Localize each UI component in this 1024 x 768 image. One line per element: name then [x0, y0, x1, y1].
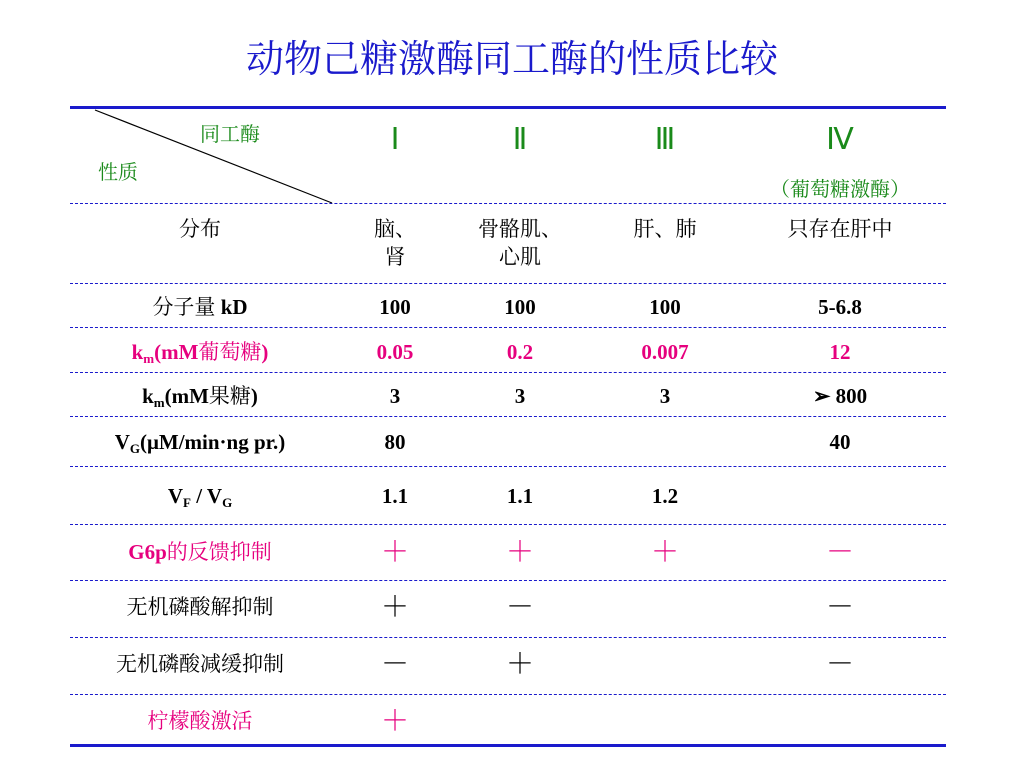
isozyme-header-ii: Ⅱ: [512, 123, 528, 156]
cell-pi-inhibit-i: ＋: [380, 590, 409, 623]
cell-pi-relief-i: －: [380, 647, 409, 680]
row-label-molecular-weight: 分子量 kD: [152, 295, 248, 319]
cell-km-fructose-ii: 3: [514, 384, 526, 408]
cell-mw-iii: 100: [649, 295, 681, 319]
cell-vfvg-ii: 1.1: [506, 484, 534, 508]
cell-km-fructose-iii: 3: [659, 384, 671, 408]
row-label-citrate-activation: 柠檬酸激活: [147, 709, 253, 733]
cell-pi-relief-iv: －: [825, 647, 854, 680]
cell-mw-i: 100: [379, 295, 411, 319]
cell-vg-i: 80: [384, 430, 406, 454]
cell-g6p-i: ＋: [380, 535, 409, 568]
row-label-km-fructose: $k_m(mM$果糖): [142, 384, 258, 410]
cell-km-fructose-iv: ➢ 800: [812, 384, 868, 408]
cell-vg-iv: 40: [829, 430, 851, 454]
cell-km-glucose-ii: 0.2: [506, 340, 534, 364]
cell-km-glucose-i: 0.05: [376, 340, 414, 364]
row-label-vg: $V_G(\mu M/\min\cdot ng$ pr.): [114, 430, 286, 456]
cell-km-glucose-iv: 12: [829, 340, 851, 364]
cell-pi-relief-ii: ＋: [505, 647, 534, 680]
cell-distribution-iii: 肝、肺: [633, 217, 697, 241]
cell-g6p-iii: ＋: [650, 535, 679, 568]
row-label-pi-relief-inhibition: 无机磷酸解抑制: [126, 595, 274, 619]
cell-mw-ii: 100: [504, 295, 536, 319]
cell-g6p-ii: ＋: [505, 535, 534, 568]
isozyme-iv-note: （葡萄糖激酶）: [770, 177, 910, 201]
isozyme-header-i: Ⅰ: [390, 123, 400, 156]
isozyme-header-iv: Ⅳ: [826, 123, 854, 156]
cell-citrate-i: ＋: [380, 704, 409, 737]
corner-property-label: 性质: [98, 160, 138, 184]
cell-g6p-iv: －: [825, 535, 854, 568]
cell-mw-iv: 5-6.8: [818, 295, 862, 319]
cell-pi-inhibit-iv: －: [825, 590, 854, 623]
cell-km-glucose-iii: 0.007: [641, 340, 689, 364]
slide-title: 动物己糖激酶同工酶的性质比较: [245, 37, 778, 81]
cell-distribution-iv: 只存在肝中: [787, 217, 893, 241]
row-label-distribution: 分布: [179, 217, 221, 241]
isozyme-header-iii: Ⅲ: [654, 123, 676, 156]
cell-vfvg-iii: 1.2: [651, 484, 679, 508]
cell-pi-inhibit-ii: －: [505, 590, 534, 623]
row-label-pi-slow-inhibition: 无机磷酸减缓抑制: [116, 652, 284, 676]
row-label-g6p-feedback: G6p的反馈抑制: [128, 540, 272, 564]
cell-vfvg-i: 1.1: [381, 484, 409, 508]
corner-isozyme-label: 同工酶: [200, 122, 260, 146]
row-label-km-glucose: $k_m(mM$葡萄糖): [131, 340, 269, 366]
row-label-vf-vg: $V_F / V_G$: [167, 484, 233, 510]
cell-distribution-i: 脑、 肾: [374, 217, 416, 269]
cell-distribution-ii: 骨骼肌、 心肌: [478, 217, 562, 269]
cell-km-fructose-i: 3: [389, 384, 401, 408]
